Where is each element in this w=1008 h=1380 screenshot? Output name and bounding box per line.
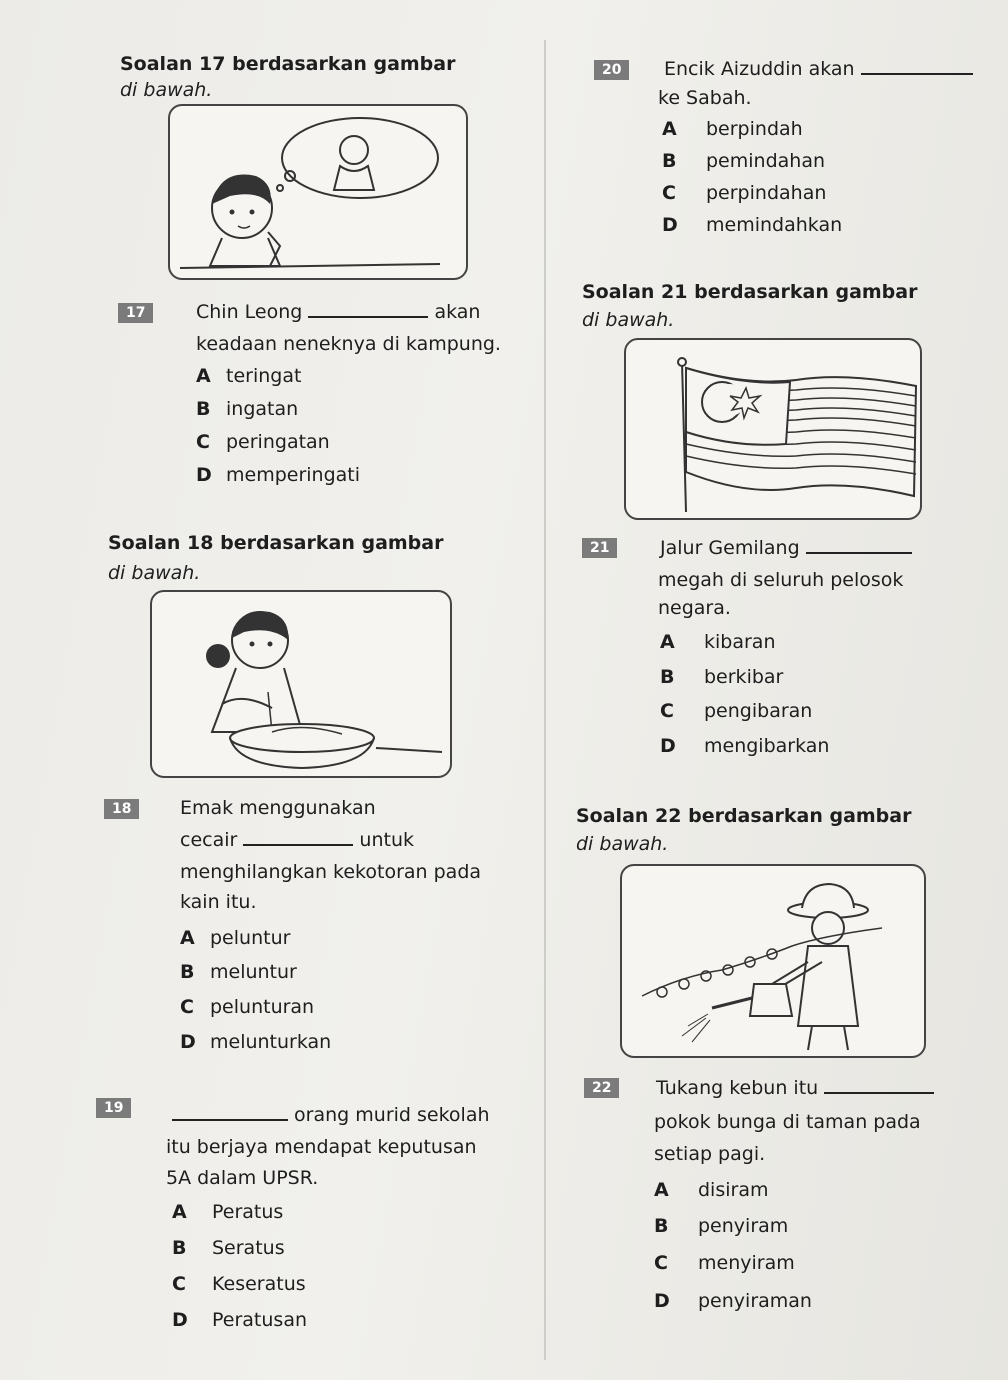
q20-option-a[interactable]: A berpindah bbox=[662, 118, 803, 140]
q22-option-d[interactable]: D penyiraman bbox=[654, 1290, 812, 1312]
q18-intro: Soalan 18 berdasarkan gambar bbox=[108, 532, 444, 554]
q21-option-d[interactable]: D mengibarkan bbox=[660, 735, 830, 757]
q17-stem-line1: Chin Leong akan bbox=[196, 301, 481, 323]
q22-option-c[interactable]: C menyiram bbox=[654, 1252, 795, 1274]
q22-number-badge: 22 bbox=[584, 1078, 619, 1098]
q20-stem-line2: ke Sabah. bbox=[658, 87, 752, 109]
q21-number-badge: 21 bbox=[582, 538, 617, 558]
q22-intro2: di bawah. bbox=[576, 833, 669, 855]
q19-option-b[interactable]: B Seratus bbox=[172, 1237, 285, 1259]
q22-stem-line2: pokok bunga di taman pada bbox=[654, 1111, 921, 1133]
q17-stem-line2: keadaan neneknya di kampung. bbox=[196, 333, 501, 355]
q21-option-a[interactable]: A kibaran bbox=[660, 631, 776, 653]
q19-option-c[interactable]: C Keseratus bbox=[172, 1273, 306, 1295]
q22-picture-gardener-watering bbox=[620, 864, 926, 1058]
q18-stem-line4: kain itu. bbox=[180, 891, 257, 913]
q19-stem-line2: itu berjaya mendapat keputusan bbox=[166, 1136, 477, 1158]
q18-option-a[interactable]: A peluntur bbox=[180, 927, 291, 949]
q18-option-d[interactable]: D melunturkan bbox=[180, 1031, 332, 1053]
q17-intro: Soalan 17 berdasarkan gambar bbox=[120, 53, 456, 75]
q21-stem-line3: negara. bbox=[658, 597, 731, 619]
q18-stem-line2: cecair untuk bbox=[180, 829, 415, 851]
q17-option-c[interactable]: C peringatan bbox=[196, 431, 330, 453]
q17-option-b[interactable]: B ingatan bbox=[196, 398, 299, 420]
q21-intro: Soalan 21 berdasarkan gambar bbox=[582, 281, 918, 303]
q19-stem-line3: 5A dalam UPSR. bbox=[166, 1167, 319, 1189]
q20-option-d[interactable]: D memindahkan bbox=[662, 214, 843, 236]
q17-intro2: di bawah. bbox=[120, 79, 213, 101]
q20-number-badge: 20 bbox=[594, 60, 629, 80]
q18-option-c[interactable]: C pelunturan bbox=[180, 996, 315, 1018]
q21-option-c[interactable]: C pengibaran bbox=[660, 700, 813, 722]
q20-option-b[interactable]: B pemindahan bbox=[662, 150, 826, 172]
q21-stem-line1: Jalur Gemilang bbox=[660, 536, 912, 560]
q19-option-a[interactable]: A Peratus bbox=[172, 1201, 284, 1223]
q21-picture-malaysia-flag bbox=[624, 338, 922, 520]
q18-stem-line3: menghilangkan kekotoran pada bbox=[180, 861, 482, 883]
q19-number-badge: 19 bbox=[96, 1098, 131, 1118]
q22-stem-line1: Tukang kebun itu bbox=[656, 1076, 934, 1100]
q19-option-d[interactable]: D Peratusan bbox=[172, 1309, 307, 1331]
q22-option-b[interactable]: B penyiram bbox=[654, 1215, 789, 1237]
q19-stem-line1: orang murid sekolah bbox=[172, 1103, 490, 1127]
q18-picture-mother-washing bbox=[150, 590, 452, 778]
q21-intro2: di bawah. bbox=[582, 309, 675, 331]
column-divider bbox=[544, 40, 546, 1360]
q22-intro: Soalan 22 berdasarkan gambar bbox=[576, 805, 912, 827]
q21-stem-line2: megah di seluruh pelosok bbox=[658, 569, 904, 591]
q18-stem-line1: Emak menggunakan bbox=[180, 797, 376, 819]
q22-stem-line3: setiap pagi. bbox=[654, 1143, 766, 1165]
q18-intro2: di bawah. bbox=[108, 562, 201, 584]
q22-option-a[interactable]: A disiram bbox=[654, 1179, 769, 1201]
q18-number-badge: 18 bbox=[104, 799, 139, 819]
q20-stem-line1: Encik Aizuddin akan bbox=[664, 57, 973, 81]
q17-option-a[interactable]: A teringat bbox=[196, 365, 302, 387]
q20-option-c[interactable]: C perpindahan bbox=[662, 182, 827, 204]
q21-option-b[interactable]: B berkibar bbox=[660, 666, 784, 688]
q17-picture-girl-thinking bbox=[168, 104, 468, 280]
q18-option-b[interactable]: B meluntur bbox=[180, 961, 297, 983]
q17-option-d[interactable]: D memperingati bbox=[196, 464, 361, 486]
q17-number-badge: 17 bbox=[118, 303, 153, 323]
